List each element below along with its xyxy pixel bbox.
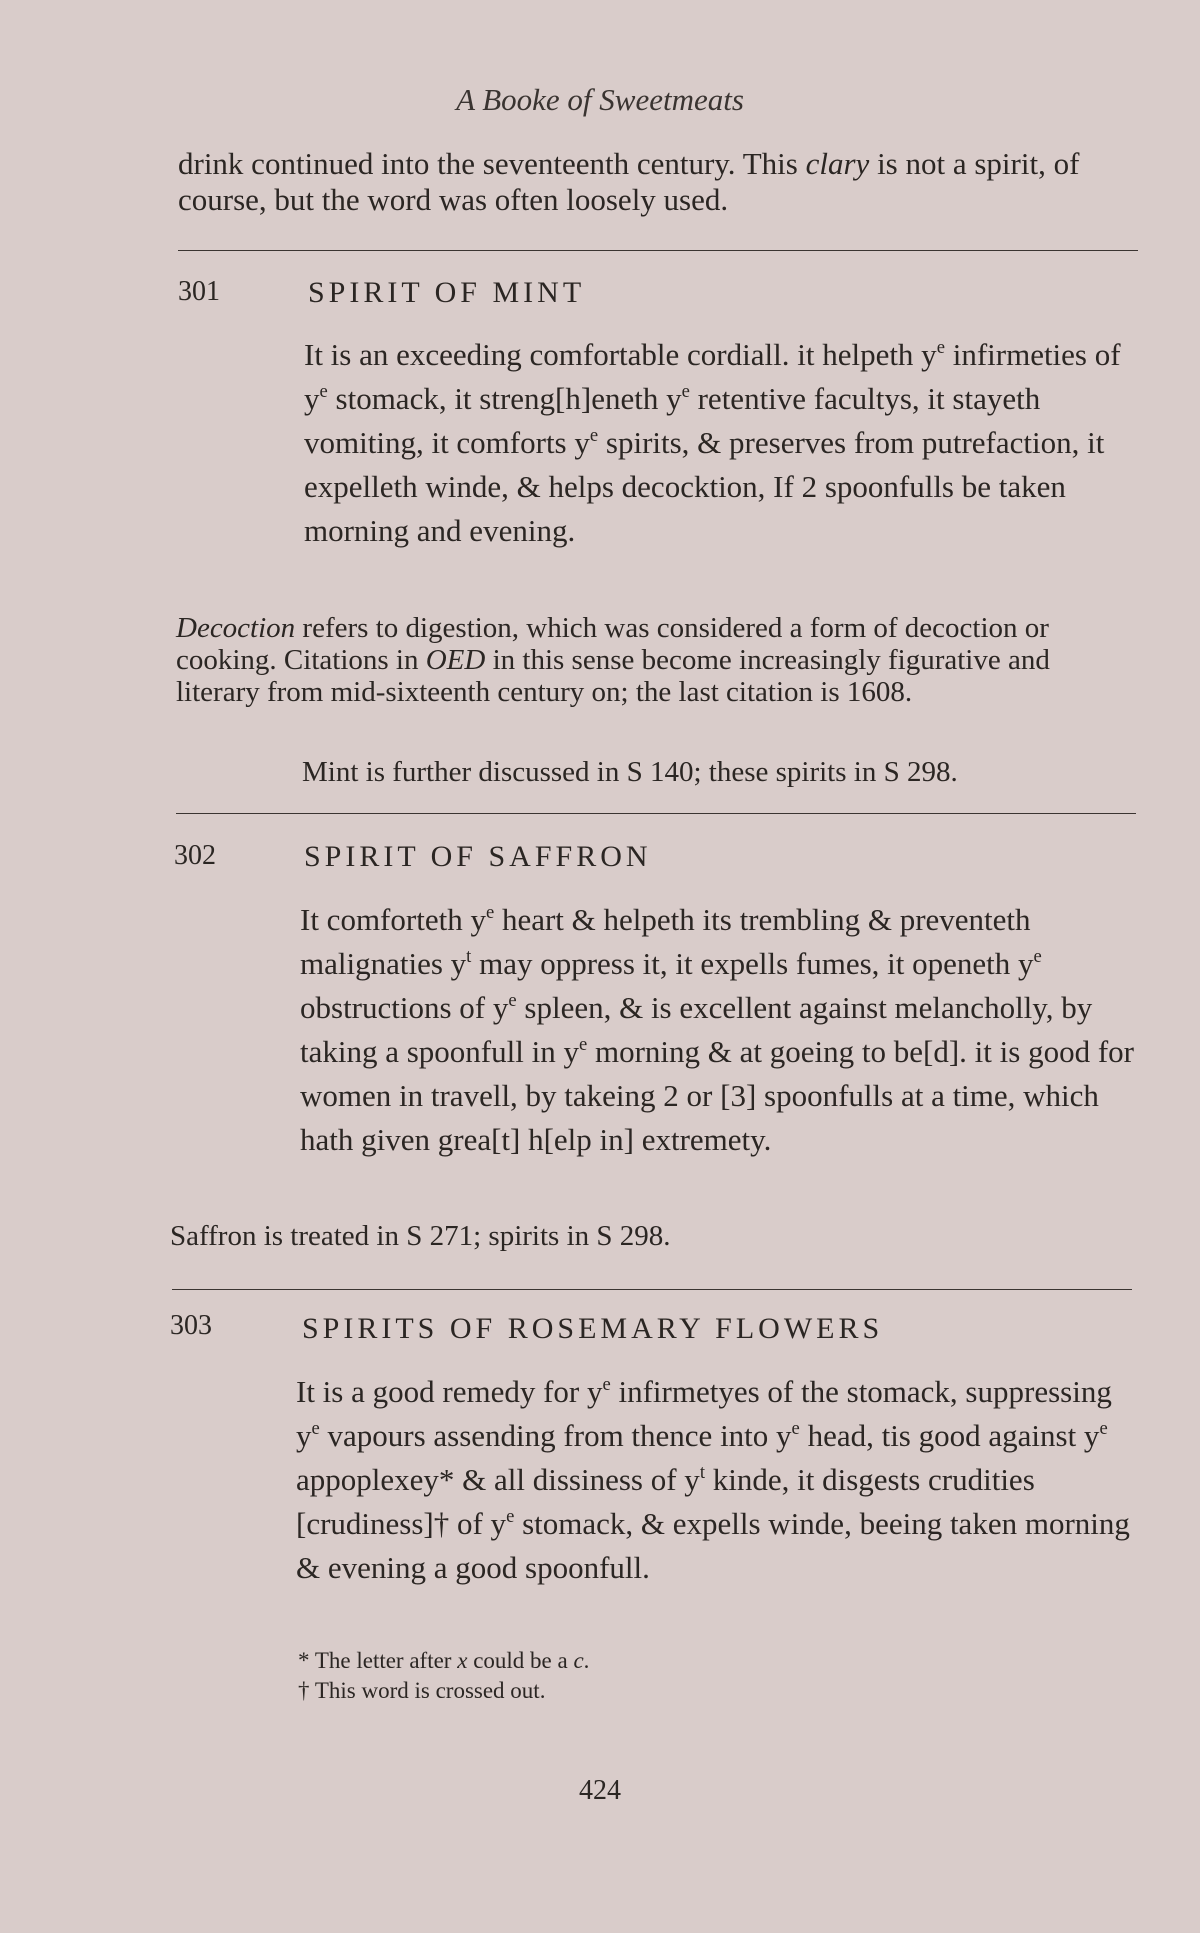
recipe-title: SPIRIT OF MINT xyxy=(308,276,586,309)
recipe-body: It comforteth $y^e$ heart & helpeth its trembling & preventeth malignaties $y^t$ may oppress it, it expells fumes, it openeth $y^e$ obstructions of $y^e$ spleen, & is excellent against melancholly, by taking a spoonfull in $y^e$ morning & at goeing to be[d]. it is good for women in travell, by takeing 2 or [3] spoonfulls at a time, which hath given grea[t] h[elp in] extremety. xyxy=(300,901,1134,1157)
recipe-number: 302 xyxy=(174,840,216,871)
footnote: * The letter after x could be a c. xyxy=(298,1648,590,1673)
divider-rule xyxy=(178,250,1138,251)
divider-rule xyxy=(176,813,1136,814)
cross-reference-note: Saffron is treated in S 271; spirits in S 298. xyxy=(170,1220,671,1252)
recipe-body: It is a good remedy for $y^e$ infirmetyes of the stomack, suppressing $y^e$ vapours assending from thence into $y^e$ head, tis good against $y^e$ appoplexey* & all dissiness of $y^t$ kinde, it disgests crudities [crudiness]† of $y^e$ stomack, & expells winde, beeing taken morning & evening a good spoonfull. xyxy=(296,1373,1130,1585)
recipe-title: SPIRITS OF ROSEMARY FLOWERS xyxy=(302,1312,884,1345)
intro-text: drink continued into the seventeenth century. This xyxy=(178,146,806,181)
divider-rule xyxy=(172,1289,1132,1290)
recipe-body: It is an exceeding comfortable cordiall. it helpeth $y^e$ infirmeties of $y^e$ stomack, it streng[h]eneth $y^e$ retentive facultys, it stayeth vomiting, it comforts $y^e$ spirits, & preserves from putrefaction, it expelleth winde, & helps decocktion, If 2 spoonfulls be taken morning and evening. xyxy=(304,336,1121,548)
running-head: A Booke of Sweetmeats xyxy=(456,82,744,117)
page-number: 424 xyxy=(579,1775,621,1806)
recipe-number: 301 xyxy=(178,276,220,307)
cross-reference-note: Mint is further discussed in S 140; these spirits in S 298. xyxy=(302,756,958,788)
intro-paragraph xyxy=(178,146,1138,218)
recipe-commentary: Decoction refers to digestion, which was considered a form of decoction or cooking. Citations in OED in this sense become increasingly figurative and literary from mid-sixteenth century on; the last citation is 1608. xyxy=(176,612,1050,708)
intro-italic: clary xyxy=(805,146,870,181)
footnote: † This word is crossed out. xyxy=(298,1678,546,1703)
intro-text-end: is not a spirit, of course, but the word was often loosely used. xyxy=(178,146,1080,217)
recipe-number: 303 xyxy=(170,1310,212,1341)
recipe-title: SPIRIT OF SAFFRON xyxy=(304,840,652,873)
